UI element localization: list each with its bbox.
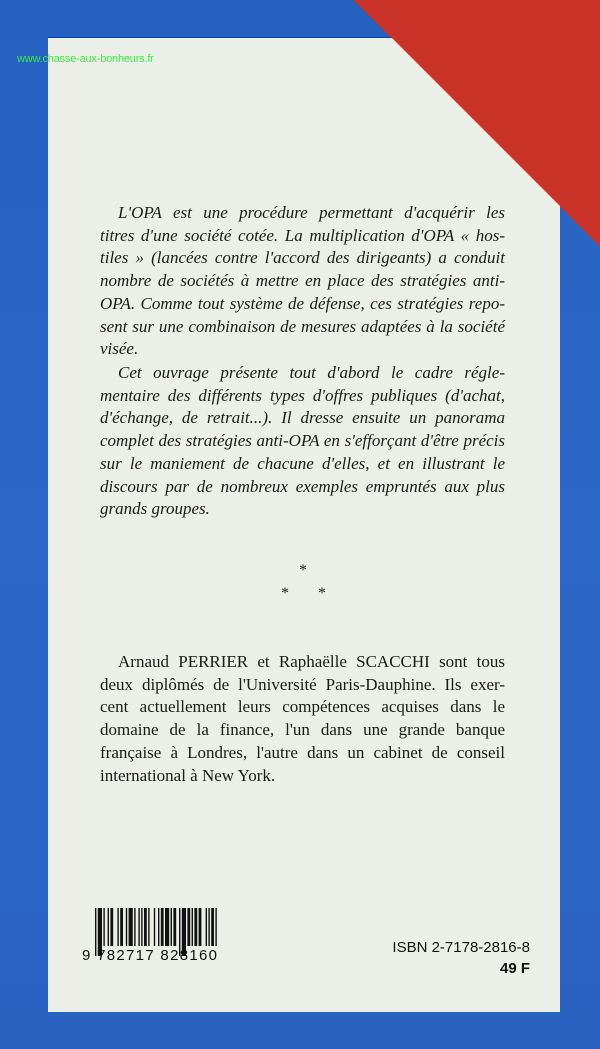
text-line: tiles » (lancées contre l'accord des dirigeants) a conduit [100,248,505,268]
text-line: titres d'une société cotée. La multiplication d'OPA « hos- [100,225,505,245]
barcode-bar [144,908,147,946]
text-line: complet des stratégies anti-OPA en s'efforçant d'être précis [100,431,505,451]
text-line: sur le maniement de chacune d'elles, et en illustrant le [100,453,505,473]
text-line: discours par de nombreux exemples empruntés aux plus [100,476,505,496]
text-line: OPA. Comme tout système de défense, ces stratégies repo- [100,293,505,313]
barcode-bar [173,908,176,946]
barcode-bar [154,908,155,946]
barcode-bar [208,908,209,946]
barcode-bar [108,908,109,946]
text-line: L'OPA est une procédure permettant d'acquérir les [118,203,505,222]
barcode-bar [187,908,190,946]
barcode-bar [171,908,172,946]
barcode-bar [194,908,197,946]
text-line: visée. [100,339,139,359]
asterisk-separator: * [299,562,307,579]
text-line: grands groupes. [100,499,210,519]
barcode-bar [134,908,135,946]
description-paragraph-2 [100,362,505,521]
barcode-bar [165,908,169,946]
text-line: d'échange, de retrait...). Il dresse ensuite un panorama [100,408,505,428]
barcode-bar [110,908,113,946]
barcode-digits: 9 782717 828160 [82,947,219,964]
barcode-bar [199,908,202,946]
barcode-bar [192,908,193,946]
text-line: nombre de sociétés à mettre en place des stratégies anti- [100,271,505,291]
barcode-bar [117,908,118,946]
text-line: sent sur une combinaison de mesures adaptées à la société [100,316,505,336]
text-line: international à New York. [100,765,276,785]
barcode-bar [138,908,139,946]
barcode-bar [215,908,216,946]
text-line: cent actuellement leurs compétences acquises dans le [100,697,505,717]
isbn-block [392,937,530,979]
barcode-bar [129,908,133,946]
description-paragraph-1 [100,202,505,361]
barcode-bar [126,908,127,946]
price: 49 F [499,960,530,977]
text-line: mentaire des différents types d'offres publiques (d'achat, [100,385,505,405]
text-line: domaine de la finance, l'un dans une grande banque [100,720,505,740]
asterisk-separator: * [281,585,289,602]
barcode-bar [161,908,164,946]
barcode-bar [148,908,149,946]
watermark-url: www.chasse-aux-bonheurs.fr [17,53,154,65]
text-line: deux diplômés de l'Université Paris-Dauphine. Ils exer- [100,674,505,694]
text-line: Cet ouvrage présente tout d'abord le cadre régle- [118,363,505,382]
text-line: Arnaud PERRIER et Raphaëlle SCACCHI sont tous [118,652,505,671]
barcode-bar [120,908,123,946]
asterisk-separator: * [318,585,326,602]
barcode-bar [103,908,104,946]
barcode-bar [158,908,159,946]
barcode-bar [211,908,214,946]
text-line: française à Londres, l'autre dans un cabinet de conseil [100,742,505,762]
authors-paragraph [100,651,505,787]
barcode-bar [141,908,142,946]
barcode-bar [206,908,207,946]
isbn-number: ISBN 2-7178-2816-8 [392,939,530,956]
